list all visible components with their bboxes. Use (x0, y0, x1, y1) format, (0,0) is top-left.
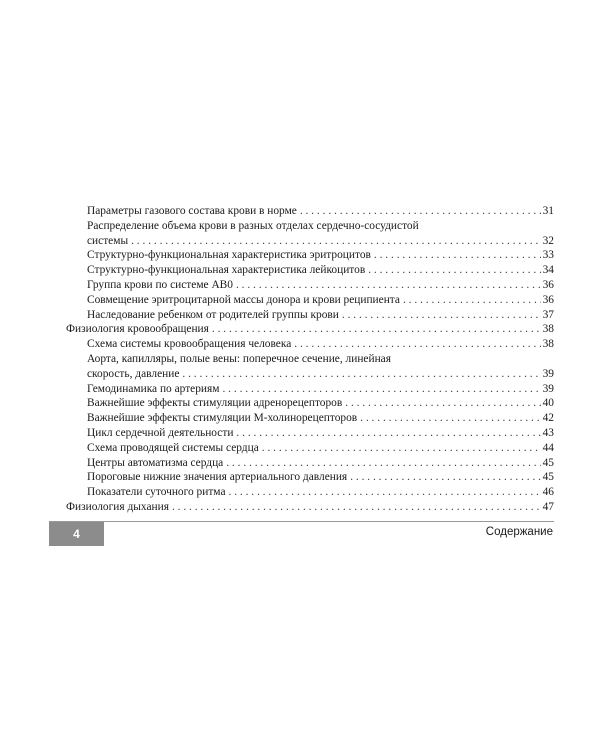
toc-entry[interactable] (66, 234, 554, 249)
toc-section-entry[interactable] (66, 322, 554, 337)
leader-dots (236, 278, 541, 293)
leader-dots (212, 322, 541, 337)
toc-entry-title-line1[interactable]: Аорта, капилляры, полые вены: поперечное сечение, линейная (87, 352, 391, 365)
toc-entry-title: Гемодинамика по артериям (87, 382, 220, 395)
running-footer-section: Содержание (485, 526, 553, 538)
toc-entry-page: 45 (542, 456, 554, 469)
page-number-badge (49, 522, 104, 546)
toc-entry-page: 31 (542, 205, 554, 217)
toc-entry-page: 38 (542, 338, 554, 351)
toc-entry-page: 32 (542, 234, 554, 247)
toc-entry-title: Пороговые нижние значения артериального давления (87, 471, 348, 484)
toc-entry-page: 40 (542, 397, 554, 410)
leader-dots (345, 396, 540, 411)
toc-entry-page: 36 (542, 278, 554, 291)
toc-entry[interactable] (66, 204, 554, 219)
toc-entry-title: Параметры газового состава крови в норме (87, 205, 297, 217)
toc-entry[interactable] (66, 367, 554, 382)
leader-dots (131, 234, 541, 249)
toc-entry[interactable] (66, 278, 554, 293)
leader-dots (182, 367, 540, 382)
table-of-contents (66, 204, 554, 515)
toc-entry-page: 42 (542, 412, 554, 425)
footer-divider (49, 521, 554, 522)
toc-entry-title: Группа крови по системе АВ0 (87, 278, 233, 291)
toc-entry-page: 34 (542, 264, 554, 277)
toc-entry-page: 39 (542, 382, 554, 395)
toc-entry[interactable] (66, 470, 554, 485)
toc-entry-title: Структурно-функциональная характеристика эритроцитов (87, 249, 371, 262)
page-number: 4 (73, 527, 80, 541)
toc-entry[interactable] (66, 337, 554, 352)
toc-entry[interactable] (66, 456, 554, 471)
toc-section-title: Физиология кровообращения (66, 323, 209, 336)
toc-entry-page: 39 (542, 367, 554, 380)
toc-entry[interactable] (66, 411, 554, 426)
toc-entry-title: Структурно-функциональная характеристика лейкоцитов (87, 264, 366, 277)
toc-entry-page: 47 (542, 500, 554, 513)
leader-dots (236, 426, 540, 441)
toc-entry-page: 37 (542, 308, 554, 321)
leader-dots (172, 500, 541, 515)
toc-entry-page: 43 (542, 426, 554, 439)
leader-dots (262, 441, 541, 456)
toc-entry-title: системы (87, 234, 129, 247)
toc-entry[interactable] (66, 485, 554, 500)
toc-entry-page: 38 (542, 323, 554, 336)
toc-entry-title: Центры автоматизма сердца (87, 456, 224, 469)
toc-entry[interactable] (66, 396, 554, 411)
leader-dots (368, 263, 540, 278)
leader-dots (374, 248, 541, 263)
toc-entry[interactable] (66, 382, 554, 397)
toc-entry-page: 33 (542, 249, 554, 262)
toc-entry-title: Цикл сердечной деятельности (87, 426, 234, 439)
toc-entry[interactable] (66, 263, 554, 278)
toc-entry-title-line1[interactable]: Распределение объема крови в разных отделах сердечно-сосудистой (87, 219, 419, 232)
toc-entry-page: 46 (542, 486, 554, 499)
toc-entry-title: Совмещение эритроцитарной массы донора и крови реципиента (87, 293, 400, 306)
leader-dots (300, 204, 541, 219)
toc-entry-page: 44 (542, 441, 554, 454)
leader-dots (403, 293, 541, 308)
toc-entry[interactable] (66, 426, 554, 441)
toc-entry[interactable] (66, 293, 554, 308)
leader-dots (222, 382, 540, 397)
toc-entry-title: скорость, давление (87, 367, 180, 380)
toc-section-title: Физиология дыхания (66, 500, 169, 513)
toc-entry[interactable] (66, 308, 554, 323)
toc-entry-title: Наследование ребенком от родителей группы крови (87, 308, 339, 321)
toc-section-entry[interactable] (66, 500, 554, 515)
toc-entry-title: Важнейшие эффекты стимуляции адренорецепторов (87, 397, 343, 410)
toc-entry-page: 36 (542, 293, 554, 306)
toc-entry-title: Схема проводящей системы сердца (87, 441, 259, 454)
toc-entry[interactable] (66, 248, 554, 263)
toc-entry-title: Важнейшие эффекты стимуляции М-холинорецепторов (87, 412, 358, 425)
leader-dots (360, 411, 540, 426)
leader-dots (350, 470, 540, 485)
toc-entry-title: Показатели суточного ритма (87, 486, 226, 499)
leader-dots (226, 456, 540, 471)
toc-entry-page: 45 (542, 471, 554, 484)
leader-dots (229, 485, 541, 500)
toc-entry-title: Схема системы кровообращения человека (87, 338, 292, 351)
leader-dots (342, 308, 541, 323)
toc-entry[interactable] (66, 441, 554, 456)
leader-dots (294, 337, 540, 352)
